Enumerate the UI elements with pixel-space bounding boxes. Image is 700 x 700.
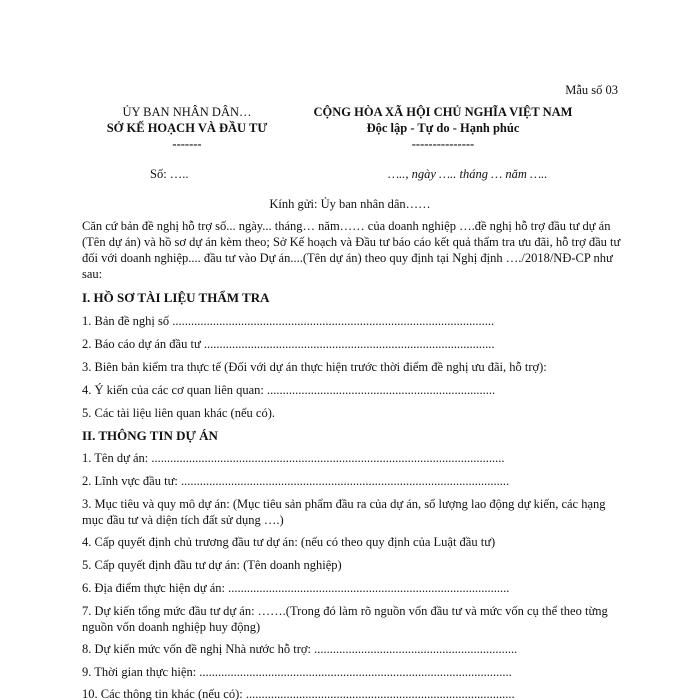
- form-number: Mẫu số 03: [565, 83, 618, 97]
- section-2-title: II. THÔNG TIN DỰ ÁN: [82, 428, 218, 443]
- national-motto: Độc lập - Tự do - Hạnh phúc: [366, 121, 520, 135]
- section-2-item-8: 8. Dự kiến mức vốn đề nghị Nhà nước hỗ trợ: .................................................................: [82, 642, 518, 656]
- authority-line-1: ỦY BAN NHÂN DÂN…: [122, 105, 252, 119]
- section-2-item-7: 7. Dự kiến tổng mức đầu tư dự án: …….(Trong đó làm rõ nguồn vốn đầu tư và mức vốn cụ thể theo từng nguồn vốn doanh nghiệp huy động): [82, 604, 608, 634]
- section-2-item-6: 6. Địa điểm thực hiện dự án: ..........................................................................................: [82, 581, 510, 595]
- section-1-item-2: 2. Báo cáo dự án đầu tư .............................................................................................: [82, 337, 495, 351]
- document-number: Số: …..: [150, 167, 189, 181]
- section-1-item-1: 1. Bản đề nghị số .......................................................................................................: [82, 314, 495, 328]
- motto-divider: ---------------: [411, 137, 475, 151]
- intro-paragraph: Căn cứ bản đề nghị hỗ trợ số... ngày... tháng… năm…… của doanh nghiệp ….đề nghị hỗ trợ đầu tư dự án (Tên dự án) và hồ sơ dự án kèm theo; Sở Kế hoạch và Đầu tư báo cáo kết quả thẩm tra ưu đãi, hỗ trợ đầu tư đối với doanh nghiệp.... đầu tư vào Dự án....(Tên dự án) theo quy định tại Nghị định …./2018/NĐ-CP như sau:: [82, 219, 621, 281]
- section-1-title: I. HỒ SƠ TÀI LIỆU THẨM TRA: [82, 290, 270, 305]
- section-2-item-5: 5. Cấp quyết định đầu tư dự án: (Tên doanh nghiệp): [82, 558, 342, 572]
- authority-line-2: SỞ KẾ HOẠCH VÀ ĐẦU TƯ: [106, 121, 268, 135]
- country-name: CỘNG HÒA XÃ HỘI CHỦ NGHĨA VIỆT NAM: [313, 105, 573, 119]
- section-2-item-4: 4. Cấp quyết định chủ trương đầu tư dự án: (nếu có theo quy định của Luật đầu tư): [82, 535, 496, 549]
- section-2-item-10: 10. Các thông tin khác (nếu có): ......................................................................................: [82, 687, 515, 700]
- section-2-item-2: 2. Lĩnh vực đầu tư: .........................................................................................................: [82, 474, 510, 488]
- section-1-item-5: 5. Các tài liệu liên quan khác (nếu có).: [82, 406, 275, 420]
- salutation: Kính gửi: Ủy ban nhân dân……: [269, 197, 431, 211]
- document-date: ….., ngày ….. tháng … năm …..: [388, 167, 548, 181]
- national-motto-header: [262, 104, 624, 152]
- section-1-item-4: 4. Ý kiến của các cơ quan liên quan: .........................................................................: [82, 383, 496, 397]
- section-1-item-3: 3. Biên bản kiểm tra thực tế (Đối với dự án thực hiện trước thời điểm đề nghị ưu đãi, hỗ trợ):: [82, 360, 547, 374]
- section-2-item-3: 3. Mục tiêu và quy mô dự án: (Mục tiêu sản phẩm đầu ra của dự án, số lượng lao động dự kiến, các hạng mục đầu tư và diện tích đất sử dụng ….): [82, 497, 606, 527]
- section-2-item-1: 1. Tên dự án: .................................................................................................................: [82, 451, 505, 465]
- authority-divider: -------: [172, 137, 202, 151]
- section-2-item-9: 9. Thời gian thực hiện: ....................................................................................................: [82, 665, 512, 679]
